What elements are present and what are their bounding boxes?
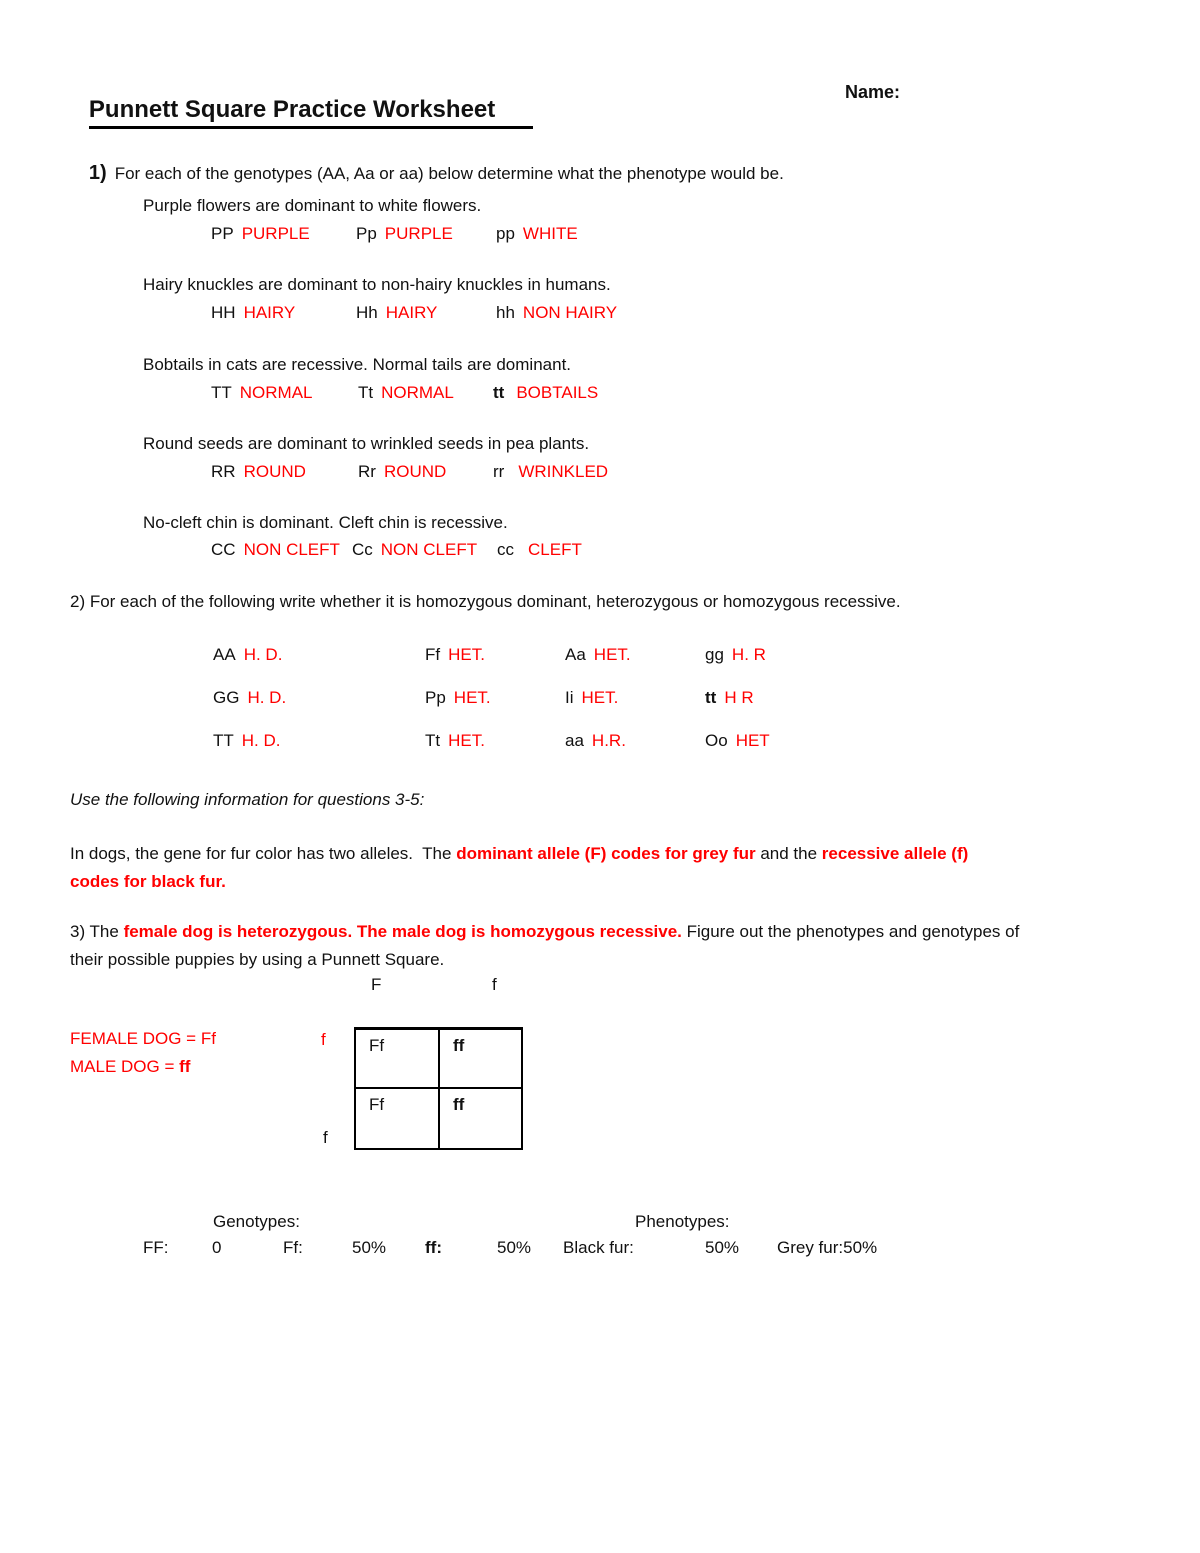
question-3-text: 3) The: [70, 922, 124, 941]
female-dog-genotype-label: FEMALE DOG = Ff: [70, 1029, 216, 1048]
dogs-text: In dogs, the gene for fur color has two alleles. The: [70, 844, 457, 863]
answer-group: [496, 303, 617, 323]
zygosity-answer: HET.: [453, 688, 491, 707]
answer-group: [352, 540, 477, 560]
genotype-label: Tt: [425, 731, 441, 750]
result-label-grey-fur: Grey fur:: [777, 1238, 844, 1257]
punnett-cell: ff: [440, 1030, 521, 1089]
result-grey-fur: [777, 1238, 877, 1258]
result-label-black-fur: Black fur:: [563, 1238, 634, 1257]
male-dog-genotype-alleles: ff: [179, 1057, 191, 1076]
page-title: [70, 76, 533, 149]
genotype-label: aa: [565, 731, 584, 750]
punnett-col-header-f: f: [492, 975, 497, 994]
q2-cell: [565, 688, 618, 708]
genotype-label: Rr: [358, 462, 376, 481]
answer-group: [493, 462, 608, 482]
zygosity-answer: HET: [735, 731, 770, 750]
answers-round-seeds: [211, 462, 831, 486]
result-label-Ff: Ff:: [283, 1238, 303, 1257]
result-value-black-fur: 50%: [705, 1238, 740, 1257]
answer-group: [211, 383, 313, 403]
genotype-label: hh: [496, 303, 515, 322]
answer-group: [493, 383, 598, 403]
genotype-label: tt: [705, 688, 717, 707]
info-note: Use the following information for questions 3-5:: [70, 790, 425, 809]
genotype-label: TT: [211, 383, 232, 402]
q2-cell: [705, 688, 754, 708]
zygosity-answer: HET.: [448, 645, 485, 664]
genotype-label: Cc: [352, 540, 373, 559]
phenotype-answer: PURPLE: [384, 224, 453, 243]
phenotype-answer: WHITE: [522, 224, 578, 243]
genotypes-label: Genotypes:: [213, 1212, 300, 1231]
genotype-label: TT: [213, 731, 234, 750]
question-2-prompt: 2) For each of the following write whether it is homozygous dominant, heterozygous or homozygous recessive.: [70, 592, 901, 611]
genotype-label: tt: [493, 383, 505, 402]
punnett-row-header-f-top: f: [321, 1030, 326, 1049]
answer-group: [496, 224, 578, 244]
phenotype-answer: NORMAL: [381, 383, 454, 402]
statement-cleft-chin: No-cleft chin is dominant. Cleft chin is recessive.: [143, 513, 508, 532]
zygosity-answer: HET.: [448, 731, 485, 750]
genotype-label: gg: [705, 645, 724, 664]
genotype-label: CC: [211, 540, 236, 559]
genotype-label: Aa: [565, 645, 586, 664]
zygosity-answer: HET.: [593, 645, 631, 664]
zygosity-answer: H R: [724, 688, 754, 707]
zygosity-answer: H. D.: [247, 688, 287, 707]
q2-cell: [213, 731, 281, 751]
phenotype-answer: HAIRY: [385, 303, 438, 322]
phenotype-answer: NON CLEFT: [243, 540, 340, 559]
question-3: [70, 918, 1019, 974]
page-title-text: Punnett Square Practice Worksheet: [89, 96, 533, 129]
phenotype-answer: NORMAL: [239, 383, 313, 402]
answers-bobtails: [211, 383, 831, 407]
genotype-label: Pp: [425, 688, 446, 707]
phenotype-answer: NON HAIRY: [522, 303, 618, 322]
zygosity-answer: H. D.: [241, 731, 281, 750]
statement-purple-flowers: Purple flowers are dominant to white flowers.: [143, 196, 482, 215]
answer-group: [211, 224, 310, 244]
phenotype-answer: HAIRY: [243, 303, 296, 322]
genotype-label: Hh: [356, 303, 378, 322]
answer-group: [211, 303, 295, 323]
genotype-label: rr: [493, 462, 505, 481]
zygosity-answer: H. D.: [243, 645, 283, 664]
genotype-label: RR: [211, 462, 236, 481]
q2-cell: [565, 645, 631, 665]
result-label-FF: FF:: [143, 1238, 169, 1257]
recessive-allele-text: recessive allele (f): [821, 844, 969, 863]
zygosity-answer: H. R: [731, 645, 766, 664]
genotype-label: HH: [211, 303, 236, 322]
result-label-ff: ff:: [425, 1238, 442, 1257]
dominant-allele-text: dominant allele (F) codes for grey fur: [456, 844, 756, 863]
female-dog-text: female dog is heterozygous.: [123, 922, 357, 941]
phenotype-answer: WRINKLED: [518, 462, 609, 481]
answer-group: [497, 540, 582, 560]
result-value-ff: 50%: [497, 1238, 532, 1257]
q2-cell: [565, 731, 626, 751]
q2-cell: [705, 645, 766, 665]
statement-hairy-knuckles: Hairy knuckles are dominant to non-hairy knuckles in humans.: [143, 275, 611, 294]
result-value-Ff: 50%: [352, 1238, 387, 1257]
q2-cell: [425, 731, 485, 751]
punnett-cell: Ff: [356, 1089, 440, 1148]
punnett-col-header-F: F: [371, 975, 382, 994]
genotype-label: Ii: [565, 688, 574, 707]
genotype-label: cc: [497, 540, 514, 559]
question-1-number: 1): [88, 162, 107, 184]
recessive-allele-text: codes for black fur.: [70, 872, 226, 891]
phenotype-answer: CLEFT: [528, 540, 582, 559]
punnett-square: [354, 1027, 523, 1150]
q2-cell: [213, 688, 286, 708]
genotype-label: AA: [213, 645, 236, 664]
punnett-cell: ff: [453, 1095, 465, 1114]
answer-group: [356, 224, 453, 244]
q2-cell: [425, 645, 485, 665]
answer-group: [358, 462, 446, 482]
q2-cell: [213, 645, 282, 665]
dogs-info-paragraph: [70, 840, 968, 896]
genotype-label: pp: [496, 224, 515, 243]
genotype-label: GG: [213, 688, 240, 707]
phenotype-answer: PURPLE: [241, 224, 310, 243]
question-1-prompt: For each of the genotypes (AA, Aa or aa) below determine what the phenotype would be.: [114, 164, 784, 183]
male-dog-text: The male dog is homozygous recessive.: [356, 922, 687, 941]
phenotypes-label: Phenotypes:: [635, 1212, 730, 1231]
punnett-cell: Ff: [356, 1030, 440, 1089]
question-3-text: Figure out the phenotypes and genotypes of: [686, 922, 1020, 941]
phenotype-answer: ROUND: [243, 462, 306, 481]
q2-cell: [705, 731, 770, 751]
genotype-label: Oo: [705, 731, 728, 750]
answer-group: [356, 303, 437, 323]
male-dog-genotype-prefix: MALE DOG =: [70, 1057, 180, 1076]
answer-group: [211, 540, 340, 560]
q2-cell: [425, 688, 491, 708]
name-label: Name:: [845, 82, 901, 102]
result-value-FF: 0: [212, 1238, 222, 1257]
dogs-text: and the: [755, 844, 822, 863]
male-dog-genotype-label: [70, 1057, 190, 1077]
answer-group: [211, 462, 306, 482]
result-value-grey-fur: 50%: [843, 1238, 878, 1257]
zygosity-answer: H.R.: [591, 731, 626, 750]
answers-cleft-chin: [211, 540, 831, 564]
genotype-label: PP: [211, 224, 234, 243]
answers-purple-flowers: [211, 224, 831, 248]
question-3-text: their possible puppies by using a Punnett Square.: [70, 950, 445, 969]
phenotype-answer: ROUND: [383, 462, 447, 481]
genotype-label: Ff: [425, 645, 441, 664]
punnett-row-header-f-bottom: f: [323, 1128, 328, 1147]
answer-group: [358, 383, 454, 403]
genotype-label: Tt: [358, 383, 374, 402]
zygosity-answer: HET.: [581, 688, 619, 707]
genotype-label: Pp: [356, 224, 377, 243]
phenotype-answer: BOBTAILS: [516, 383, 599, 402]
answers-hairy-knuckles: [211, 303, 831, 327]
statement-bobtails: Bobtails in cats are recessive. Normal tails are dominant.: [143, 355, 572, 374]
statement-round-seeds: Round seeds are dominant to wrinkled seeds in pea plants.: [143, 434, 590, 453]
phenotype-answer: NON CLEFT: [380, 540, 478, 559]
